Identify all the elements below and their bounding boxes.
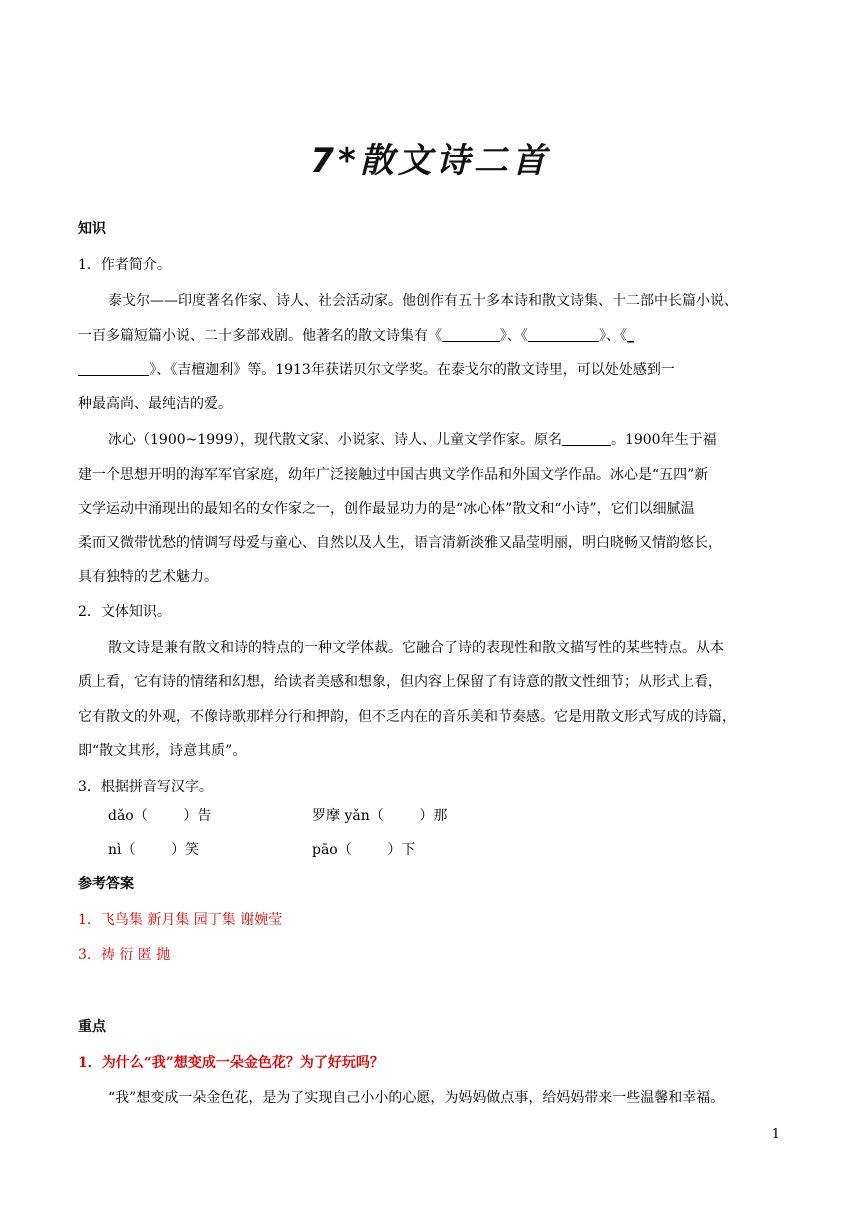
section-heading-knowledge: 知识 [78, 221, 106, 237]
tagore-paragraph-line1: 泰戈尔——印度著名作家、诗人、社会活动家。他创作有五十多本诗和散文诗集、十二部中长篇小说、 [108, 293, 738, 309]
key-answer-1: “我”想变成一朵金色花，是为了实现自己小小的心愿，为妈妈做点事，给妈妈带来一些温馨和幸福。 [108, 1090, 725, 1106]
section-heading-key: 重点 [78, 1019, 106, 1035]
fill-blank-3[interactable]: _ [627, 328, 635, 344]
bingxin-paragraph-line4: 柔而又微带忧愁的情调写母爱与童心、自然以及人生，语言清新淡雅又晶莹明丽，明白晓畅又情韵悠长， [78, 535, 722, 551]
page-number: 1 [771, 1127, 780, 1142]
bingxin-paragraph-line1 [108, 430, 778, 450]
item2-heading: 2．文体知识。 [78, 604, 171, 620]
fill-blank-2[interactable] [528, 328, 599, 344]
genre-paragraph-line4: 即“散文其形，诗意其质”。 [78, 743, 247, 759]
bingxin-paragraph-line2: 建一个思想开明的海军军官家庭，幼年广泛接触过中国古典文学作品和外国文学作品。冰心是“五四”新 [78, 467, 709, 483]
page-title: 7*散文诗二首 [310, 141, 550, 181]
pinyin-question-dao[interactable]: dǎo（ ）告 [108, 808, 212, 824]
tagore-paragraph-line3 [78, 360, 778, 380]
pinyin-question-pao[interactable]: pāo（ ）下 [312, 842, 416, 858]
pinyin-question-ni[interactable]: nì（ ）笑 [108, 842, 200, 858]
key-question-1: 1．为什么“我”想变成一朵金色花？为了好玩吗？ [78, 1055, 384, 1071]
fill-blank-1[interactable] [442, 328, 500, 344]
item3-heading: 3．根据拼音写汉字。 [78, 779, 213, 795]
answer-1: 1．飞鸟集 新月集 园丁集 谢婉莹 [78, 912, 283, 928]
fill-blank-original-name[interactable] [562, 432, 611, 448]
text: 》、《 [599, 328, 628, 344]
item1-heading: 1．作者简介。 [78, 257, 171, 273]
bingxin-paragraph-line5: 具有独特的艺术魅力。 [78, 569, 218, 585]
fill-blank-3-cont[interactable] [78, 362, 149, 378]
genre-paragraph-line1: 散文诗是兼有散文和诗的特点的一种文学体裁。它融合了诗的表现性和散文描写性的某些特点。从本 [108, 640, 724, 656]
text: 冰心（1900~1999），现代散文家、小说家、诗人、儿童文学作家。原名 [108, 432, 562, 448]
pinyin-question-yan[interactable]: 罗摩 yǎn（ ）那 [312, 808, 448, 824]
bingxin-paragraph-line3: 文学运动中涌现出的最知名的女作家之一，创作最显功力的是“冰心体”散文和“小诗”，它们以细腻温 [78, 501, 695, 517]
answer-3: 3．祷 衍 匿 抛 [78, 947, 171, 963]
tagore-paragraph-line2 [78, 326, 778, 346]
text: 》、《 [499, 328, 528, 344]
tagore-paragraph-line4: 种最高尚、最纯洁的爱。 [78, 396, 232, 412]
answers-heading: 参考答案 [78, 876, 134, 892]
text: 》、《吉檀迦利》等。1913年获诺贝尔文学奖。在泰戈尔的散文诗里，可以处处感到一 [149, 362, 675, 378]
genre-paragraph-line3: 它有散文的外观，不像诗歌那样分行和押韵，但不乏内在的音乐美和节奏感。它是用散文形式写成的诗篇， [78, 709, 736, 725]
text: 一百多篇短篇小说、二十多部戏剧。他著名的散文诗集有《 [78, 328, 442, 344]
text: 。1900年生于福 [610, 432, 717, 448]
genre-paragraph-line2: 质上看，它有诗的情绪和幻想，给读者美感和想象，但内容上保留了有诗意的散文性细节；从形式上看， [78, 674, 722, 690]
